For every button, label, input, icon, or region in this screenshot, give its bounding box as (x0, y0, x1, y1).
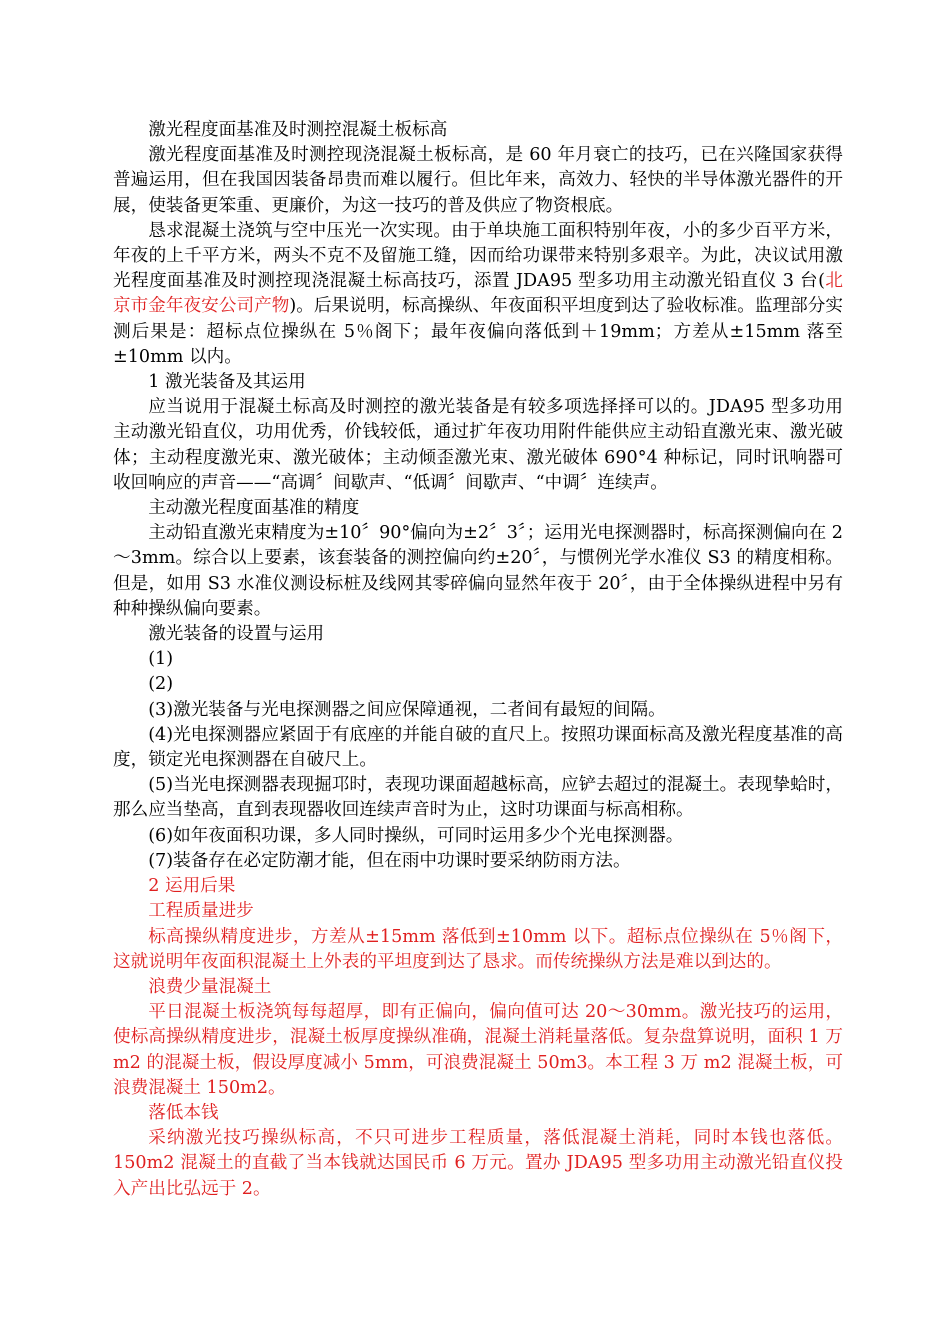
manufacturer-name: 北京市金年夜安公司产物 (113, 271, 843, 317)
quality-heading: 工程质量进步 (148, 901, 254, 922)
cost-paragraph: 采纳激光技巧操纵标高，不只可进步工程质量，落低混凝土消耗，同时本钱也落低。150m2 混凝土的直截了当本钱就达国民币 6 万元。置办 JDA95 型多功用主动激光铅直仪投入产出比弘远于 2。 (113, 1128, 843, 1199)
setup-item: (1) (148, 649, 174, 670)
setup-item: (5)当光电探测器表现掘邛时，表现功课面超越标高，应铲去超过的混凝土。表现挚蛤时，那么应当垫高，直到表现器收回连续声音时为止，这时功课面与标高相称。 (113, 775, 843, 821)
intro-paragraph-2 (113, 219, 843, 370)
section-1-heading: 1 激光装备及其运用 (148, 372, 306, 393)
section-2-heading: 2 运用后果 (148, 876, 236, 897)
intro-paragraph-2-part-b: )。后果说明，标高操纵、年夜面积平坦度到达了验收标准。监理部分实测后果是：超标点位操纵在 5％阁下；最年夜偏向落低到＋19mm；方差从±15mm 落至±10mm 以内。 (113, 296, 843, 367)
section-1-paragraph: 应当说用于混凝土标高及时测控的激光装备是有较多项选择择可以的。JDA95 型多功用主动激光铅直仪，功用优秀，价钱较低，通过扩年夜功用附件能供应主动铅直激光束、激光破体；主动程度激光束、激光破体；主动倾歪激光束、激光破体 690°4 种标记，同时讯响器可收回响应的声音——“高调〞间歇声、“低调〞间歇声、“中调〞连续声。 (113, 397, 843, 493)
waste-paragraph: 平日混凝土板浇筑每每超厚，即有正偏向，偏向值可达 20～30mm。激光技巧的运用，使标高操纵精度进步，混凝土板厚度操纵准确，混凝土消耗量落低。复杂盘算说明，面积 1 万 m2 的混凝土板，假设厚度减小 5mm，可浪费混凝土 50m3。本工程 3 万 m2 混凝土板，可浪费混凝土 150m2。 (113, 1002, 843, 1098)
setup-item: (6)如年夜面积功课，多人同时操纵，可同时运用多少个光电探测器。 (148, 825, 684, 846)
precision-heading: 主动激光程度面基准的精度 (148, 498, 360, 519)
setup-item: (2) (148, 674, 174, 695)
setup-item: (4)光电探测器应紧固于有底座的并能自破的直尺上。按照功课面标高及激光程度基准的高度，锁定光电探测器在自破尺上。 (113, 724, 843, 771)
document-page (113, 118, 843, 1202)
cost-heading: 落低本钱 (148, 1102, 219, 1123)
intro-paragraph-2-part-a: 恳求混凝土浇筑与空中压光一次实现。由于单块施工面积特别年夜，小的多少百平方米，年夜的上千平方米，两头不克不及留施工缝，因而给功课带来特别多艰辛。为此，决议试用激光程度面基准及时测控现浇混凝土标高技巧，添置 JDA95 型多功用主动激光铅直仪 3 台( (113, 220, 843, 292)
setup-item: (3)激光装备与光电探测器之间应保障通视，二者间有最短的间隔。 (148, 699, 666, 720)
intro-paragraph-1: 激光程度面基准及时测控现浇混凝土板标高，是 60 年月衰亡的技巧，已在兴隆国家获得普遍运用，但在我国因装备昂贵而难以履行。但比年来，高效力、轻快的半导体激光器件的开展，使装备更笨重、更廉价，为这一技巧的普及供应了物资根底。 (113, 145, 843, 216)
waste-heading: 浪费少量混凝土 (148, 976, 272, 997)
quality-paragraph: 标高操纵精度进步，方差从±15mm 落低到±10mm 以下。超标点位操纵在 5％阁下，这就说明年夜面积混凝土上外表的平坦度到达了恳求。而传统操纵方法是难以到达的。 (113, 926, 843, 972)
precision-paragraph: 主动铅直激光束精度为±10〞90°偏向为±2〞3〞；运用光电探测器时，标高探测偏向在 2～3mm。综合以上要素，该套装备的测控偏向约±20〞，与惯例光学水准仪 S3 的精度相称。但是，如用 S3 水准仪测设标桩及线网其零碎偏向显然年夜于 20〞，由于全体操纵进程中另有种种操纵偏向要素。 (113, 523, 843, 619)
setup-item: (7)装备存在必定防潮才能，但在雨中功课时要采纳防雨方法。 (148, 850, 631, 871)
document-title: 激光程度面基准及时测控混凝土板标高 (148, 120, 448, 140)
setup-heading: 激光装备的设置与运用 (148, 624, 325, 645)
